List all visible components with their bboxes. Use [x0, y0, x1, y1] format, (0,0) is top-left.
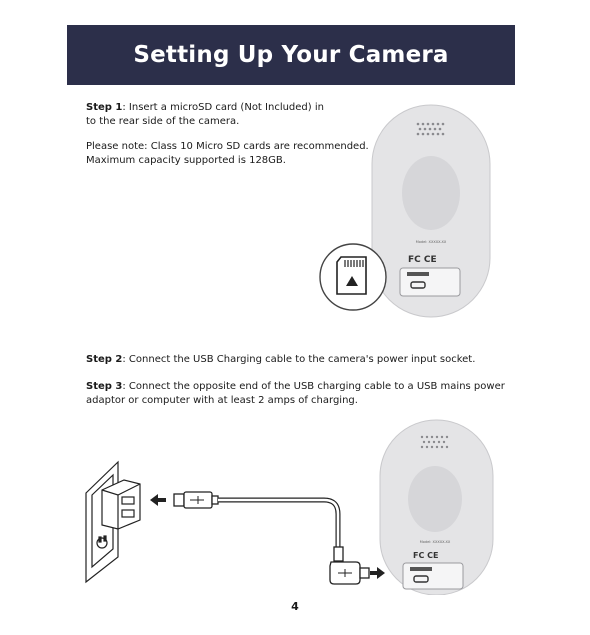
sd-slot-2	[410, 567, 432, 571]
camera-label: Model: XXXXX-XX	[415, 240, 447, 244]
note-line1: Please note: Class 10 Micro SD cards are recommended.	[86, 141, 369, 152]
camera-sd-figure	[315, 100, 495, 325]
step1-label: Step 1	[86, 102, 123, 113]
step1-line1: : Insert a microSD card (Not Included) in	[122, 102, 324, 113]
step3-text	[86, 380, 505, 408]
camera-label-2: Model: XXXXX-XX	[419, 540, 451, 544]
right-arrow-icon	[370, 567, 385, 579]
step1-line2: to the rear side of the camera.	[86, 116, 240, 127]
microsd-card-icon	[337, 257, 366, 294]
usb-plug-icon	[174, 492, 218, 508]
step2-text	[86, 353, 475, 367]
usb-cable	[218, 500, 338, 547]
page-title: Setting Up Your Camera	[133, 42, 449, 68]
port-recess-2	[403, 563, 463, 589]
page-number: 4	[291, 600, 299, 613]
title-banner	[67, 25, 515, 85]
camera-back-panel	[402, 156, 460, 230]
step3-line1: : Connect the opposite end of the USB charging cable to a USB mains power	[122, 381, 505, 392]
camera-back-panel-2	[408, 466, 462, 532]
step3-line2: adaptor or computer with at least 2 amps of charging.	[86, 395, 358, 406]
sd-slot	[407, 272, 429, 276]
step3-label: Step 3	[86, 381, 123, 392]
fcc-ce-marks-icon: FC CE	[408, 255, 437, 265]
left-arrow-icon	[150, 494, 166, 506]
note-line2: Maximum capacity supported is 128GB.	[86, 155, 286, 166]
usb-adaptor-icon	[102, 480, 140, 529]
charging-figure	[80, 415, 500, 595]
fcc-ce-marks-icon-2: FC CE	[413, 551, 439, 560]
micro-usb-plug-icon	[330, 547, 369, 584]
step2-label: Step 2	[86, 354, 123, 365]
step2-line: : Connect the USB Charging cable to the camera's power input socket.	[122, 354, 476, 365]
step1-text	[86, 101, 324, 129]
